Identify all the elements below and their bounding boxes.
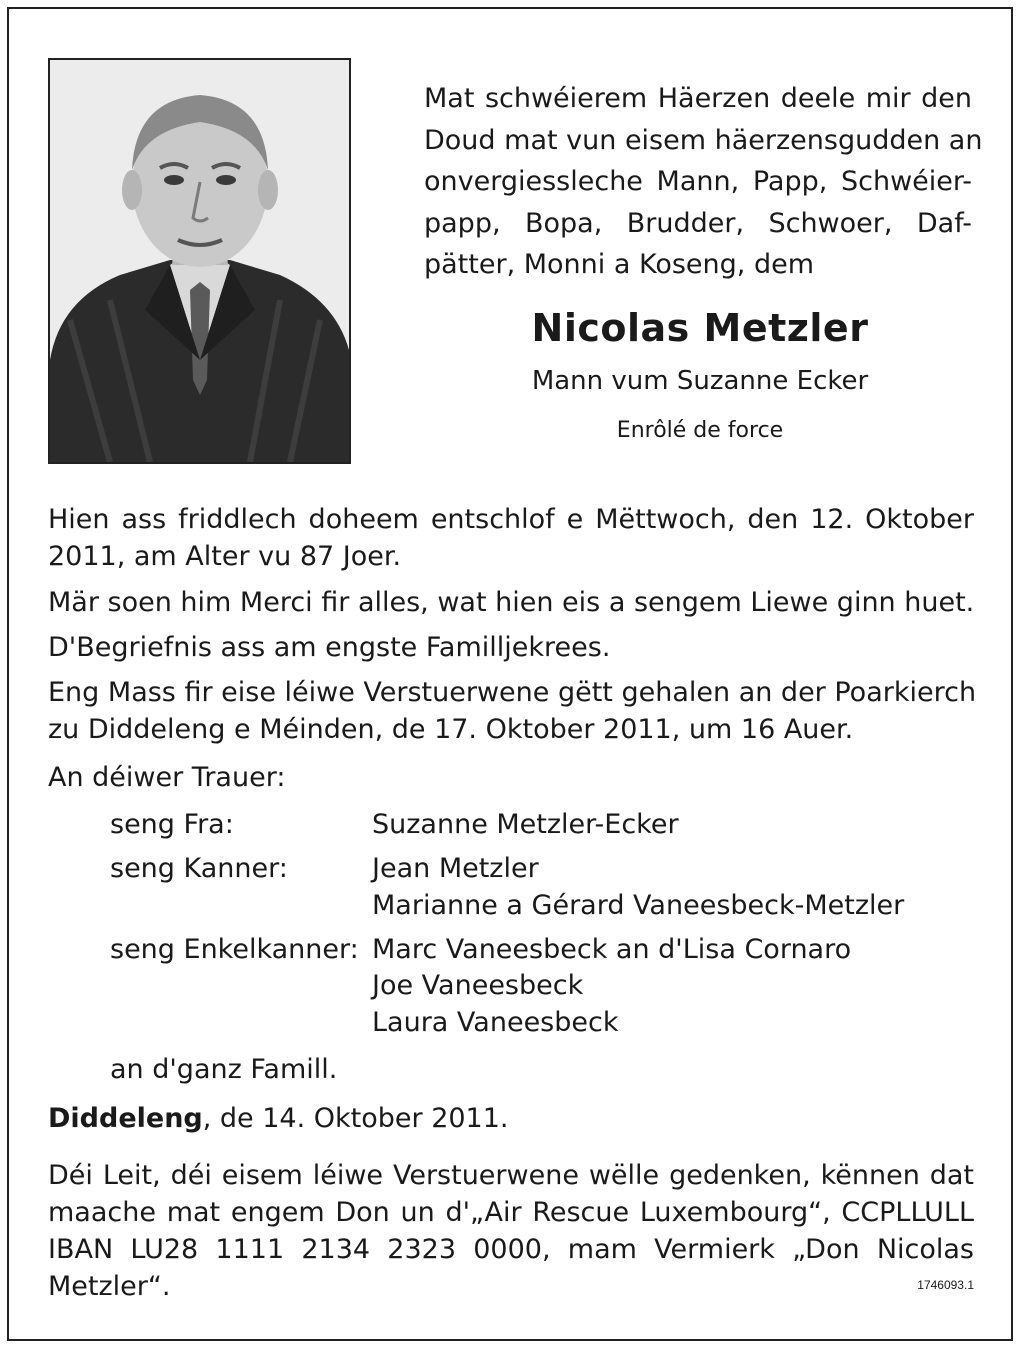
mourner-name: Laura Vaneesbeck (372, 1007, 619, 1038)
donation-line: Metzler“. (48, 1271, 171, 1302)
intro-text (424, 78, 983, 286)
mourners-heading: An déiwer Trauer: (48, 762, 286, 793)
whole-family: an d'ganz Famill. (110, 1054, 338, 1085)
enrole-de-force: Enrôlé de force (616, 418, 784, 443)
intro-line: pätter, Monni a Koseng, dem (424, 249, 815, 280)
mourner-role: seng Enkelkanner: (110, 934, 359, 965)
mourner-role: seng Fra: (110, 809, 234, 840)
mourner-name: Joe Vaneesbeck (372, 970, 584, 1001)
reference-number: 1746093.1 (917, 1278, 974, 1292)
death-notice (48, 501, 974, 575)
mass-line: zu Diddeleng e Méinden, de 17. Oktober 2011, um 16 Auer. (48, 714, 854, 745)
intro-line: Mat schwéierem Häerzen deele mir den (424, 83, 972, 114)
funeral-text: D'Begriefnis ass am engste Familljekrees. (48, 632, 611, 663)
husband-of: Mann vum Suzanne Ecker (531, 366, 869, 396)
date: , de 14. Oktober 2011. (202, 1103, 509, 1134)
deceased-name: Nicolas Metzler (531, 306, 869, 350)
portrait-photo (48, 58, 351, 464)
mourner-name: Marianne a Gérard Vaneesbeck-Metzler (372, 890, 905, 921)
donation-line: maache mat engem Don un d'„Air Rescue Luxembourg“, CCPLLULL (48, 1197, 974, 1228)
mass-text (48, 674, 977, 748)
death-line: 2011, am Alter vu 87 Joer. (48, 541, 402, 572)
donation-line: Déi Leit, déi eisem léiwe Verstuerwene wëlle gedenken, kënnen dat (48, 1160, 974, 1191)
intro-line: onvergiessleche Mann, Papp, Schwéier- (424, 166, 972, 197)
mourner-name: Suzanne Metzler-Ecker (372, 809, 679, 840)
death-line: Hien ass friddlech doheem entschlof e Mëttwoch, den 12. Oktober (48, 504, 974, 535)
intro-line: papp, Bopa, Brudder, Schwoer, Daf- (424, 207, 972, 239)
place-date (48, 1103, 509, 1134)
intro-line: Doud mat vun eisem häerzensgudden an (424, 124, 983, 156)
mourner-name: Jean Metzler (372, 853, 539, 884)
donation-line: IBAN LU28 1111 2134 2323 0000, mam Vermierk „Don Nicolas (48, 1234, 974, 1265)
donation-text (48, 1157, 974, 1305)
place: Diddeleng (48, 1103, 203, 1134)
mourner-role: seng Kanner: (110, 853, 288, 884)
mass-line: Eng Mass fir eise léiwe Verstuerwene gëtt gehalen an der Poarkierch (48, 677, 977, 708)
thanks-text: Mär soen him Merci fir alles, wat hien eis a sengem Liewe ginn huet. (48, 587, 975, 618)
mourner-name: Marc Vaneesbeck an d'Lisa Cornaro (372, 934, 852, 965)
